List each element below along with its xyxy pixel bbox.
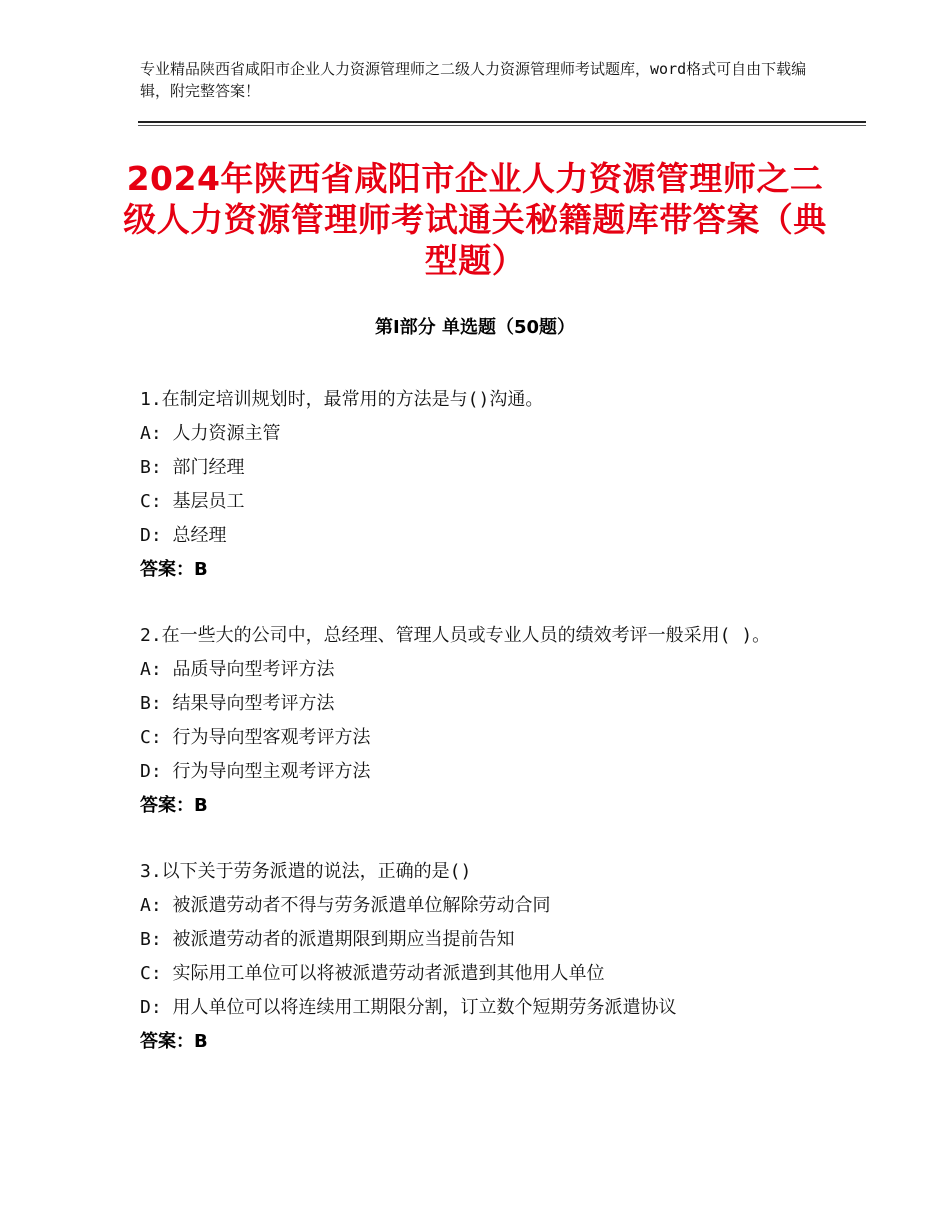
option-c: C: 行为导向型客观考评方法 (140, 727, 371, 748)
option-b: B: 结果导向型考评方法 (140, 693, 335, 714)
option-c: C: 实际用工单位可以将被派遣劳动者派遣到其他用人单位 (140, 963, 605, 984)
answer-label: 答案： (140, 559, 194, 580)
question-stem: 1.在制定培训规划时，最常用的方法是与()沟通。 (140, 389, 544, 410)
option-d: D: 总经理 (140, 525, 227, 546)
option-a: A: 人力资源主管 (140, 423, 281, 444)
option-d: D: 用人单位可以将连续用工期限分割，订立数个短期劳务派遣协议 (140, 997, 677, 1018)
answer-label: 答案： (140, 1031, 194, 1052)
answer-value: B (194, 559, 208, 580)
option-b: B: 部门经理 (140, 457, 245, 478)
answer-value: B (194, 795, 208, 816)
header-divider-thick (138, 121, 866, 123)
answer-line (140, 553, 820, 587)
header-divider-thin (138, 125, 866, 126)
answer-value: B (194, 1031, 208, 1052)
answer-label: 答案： (140, 795, 194, 816)
question-3 (140, 855, 820, 1059)
option-a: A: 品质导向型考评方法 (140, 659, 335, 680)
section-title: 第Ⅰ部分 单选题（50题） (374, 317, 575, 338)
question-list (140, 383, 820, 1091)
answer-line (140, 789, 820, 823)
option-a: A: 被派遣劳动者不得与劳务派遣单位解除劳动合同 (140, 895, 551, 916)
question-2 (140, 619, 820, 823)
question-stem: 2.在一些大的公司中，总经理、管理人员或专业人员的绩效考评一般采用( )。 (140, 625, 771, 646)
option-b: B: 被派遣劳动者的派遣期限到期应当提前告知 (140, 929, 515, 950)
option-c: C: 基层员工 (140, 491, 245, 512)
question-1 (140, 383, 820, 587)
question-stem: 3.以下关于劳务派遣的说法，正确的是() (140, 861, 472, 882)
header-note: 专业精品陕西省咸阳市企业人力资源管理师之二级人力资源管理师考试题库，word格式可自由下载编辑，附完整答案！ (140, 60, 807, 100)
option-d: D: 行为导向型主观考评方法 (140, 761, 371, 782)
answer-line (140, 1025, 820, 1059)
document-title: 2024年陕西省咸阳市企业人力资源管理师之二级人力资源管理师考试通关秘籍题库带答案（典型题） (123, 159, 827, 280)
